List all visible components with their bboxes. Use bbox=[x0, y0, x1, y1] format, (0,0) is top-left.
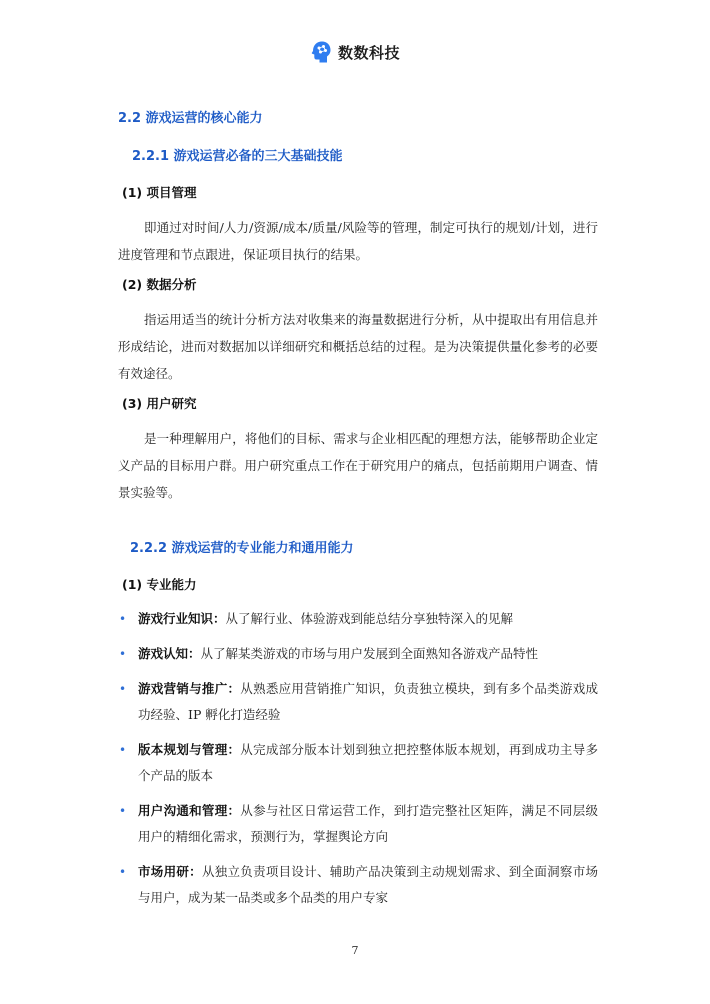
item-text-data-analysis: 指运用适当的统计分析方法对收集来的海量数据进行分析，从中提取出有用信息并形成结论，进而对数据加以详细研究和概括总结的过程。是为决策提供量化参考的必要有效途径。 bbox=[118, 312, 598, 381]
list-item bbox=[118, 798, 598, 850]
item-heading-professional-ability: (1) 专业能力 bbox=[122, 577, 197, 592]
bullet-term: 游戏营销与推广： bbox=[138, 681, 241, 696]
ability-bullet-list bbox=[118, 606, 598, 911]
list-item bbox=[118, 606, 598, 632]
item-text-user-research: 是一种理解用户，将他们的目标、需求与企业相匹配的理想方法，能够帮助企业定义产品的目标用户群。用户研究重点工作在于研究用户的痛点，包括前期用户调查、情景实验等。 bbox=[118, 431, 598, 500]
list-item bbox=[118, 859, 598, 911]
bullet-icon: • bbox=[119, 743, 127, 757]
bullet-icon: • bbox=[119, 647, 127, 661]
brand-name: 数数科技 bbox=[337, 43, 400, 62]
item-heading-data-analysis: (2) 数据分析 bbox=[122, 277, 197, 292]
bullet-term: 版本规划与管理： bbox=[138, 742, 241, 757]
page-content bbox=[118, 110, 598, 920]
item-heading-project-management: (1) 项目管理 bbox=[122, 185, 197, 200]
item-heading-user-research: (3) 用户研究 bbox=[122, 396, 197, 411]
bullet-icon: • bbox=[119, 804, 127, 818]
page-header bbox=[0, 40, 710, 64]
subsection-title-professional: 2.2.2 游戏运营的专业能力和通用能力 bbox=[130, 541, 354, 556]
bullet-text: 从了解行业、体验游戏到能总结分享独特深入的见解 bbox=[225, 611, 514, 626]
bullet-icon: • bbox=[119, 865, 127, 879]
bullet-icon: • bbox=[119, 612, 127, 626]
list-item bbox=[118, 737, 598, 789]
brain-head-icon bbox=[310, 40, 332, 64]
bullet-term: 游戏认知： bbox=[138, 646, 201, 661]
section-title: 2.2 游戏运营的核心能力 bbox=[118, 111, 263, 126]
bullet-icon: • bbox=[119, 682, 127, 696]
bullet-text: 从独立负责项目设计、辅助产品决策到主动规划需求、到全面洞察市场与用户，成为某一品类或多个品类的用户专家 bbox=[138, 864, 598, 905]
bullet-term: 市场用研： bbox=[138, 864, 202, 879]
item-text-project-management: 即通过对时间/人力/资源/成本/质量/风险等的管理，制定可执行的规划/计划，进行进度管理和节点跟进，保证项目执行的结果。 bbox=[118, 220, 598, 262]
bullet-term: 游戏行业知识： bbox=[138, 611, 226, 626]
bullet-text: 从了解某类游戏的市场与用户发展到全面熟知各游戏产品特性 bbox=[200, 646, 539, 661]
list-item bbox=[118, 676, 598, 728]
bullet-term: 用户沟通和管理： bbox=[138, 803, 241, 818]
bullet-text: 从参与社区日常运营工作，到打造完整社区矩阵，满足不同层级用户的精细化需求，预测行为，掌握舆论方向 bbox=[138, 803, 598, 844]
bullet-text: 从完成部分版本计划到独立把控整体版本规划，再到成功主导多个产品的版本 bbox=[138, 742, 598, 783]
list-item bbox=[118, 641, 598, 667]
subsection-title-basic-skills: 2.2.1 游戏运营必备的三大基础技能 bbox=[132, 149, 343, 164]
page-number: 7 bbox=[351, 944, 359, 957]
bullet-text: 从熟悉应用营销推广知识，负责独立模块，到有多个品类游戏成功经验、IP 孵化打造经验 bbox=[138, 681, 598, 722]
